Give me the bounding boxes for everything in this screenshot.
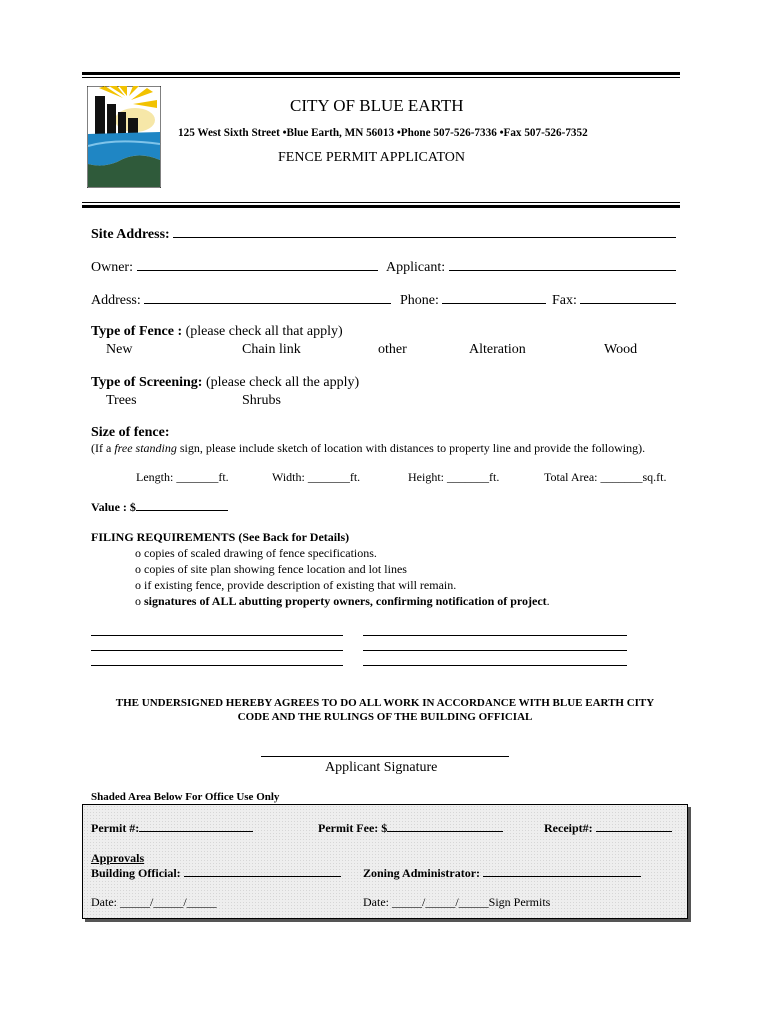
zoning-admin-row (363, 866, 641, 881)
top-rule-thick (82, 72, 680, 75)
contact-line: 125 West Sixth Street •Blue Earth, MN 56013 •Phone 507-526-7336 •Fax 507-526-7352 (178, 127, 588, 139)
applicant-field[interactable] (449, 259, 676, 271)
applicant-row (386, 259, 676, 276)
building-official-label: Building Official: (91, 866, 181, 880)
abutting-signature-line[interactable] (363, 650, 627, 651)
screening-note: (please check all the apply) (205, 375, 360, 390)
fence-option-wood[interactable]: Wood (604, 342, 638, 357)
permit-fee-row (318, 821, 503, 836)
city-logo-icon (87, 86, 161, 188)
height-field[interactable]: Height: _______ft. (408, 470, 500, 484)
value-row (91, 500, 228, 515)
applicant-signature-line[interactable] (261, 756, 509, 757)
size-note-prefix: (If a (91, 441, 115, 455)
fence-option-other[interactable]: other (378, 342, 407, 357)
owner-row (91, 259, 378, 276)
permit-number-field[interactable] (139, 821, 253, 832)
abutting-signature-line[interactable] (91, 635, 343, 636)
fax-field[interactable] (580, 292, 676, 304)
screening-option-trees[interactable]: Trees (106, 393, 137, 408)
phone-row (400, 292, 546, 309)
building-official-field[interactable] (184, 866, 341, 877)
filing-item-1: o copies of scaled drawing of fence specifications. (135, 546, 377, 560)
size-heading: Size of fence: (91, 425, 170, 440)
mid-rule-thick (82, 205, 680, 208)
address-field[interactable] (144, 292, 391, 304)
filing-item-4-text: signatures of ALL abutting property owners, confirming notification of project (144, 594, 547, 608)
abutting-signature-line[interactable] (91, 665, 343, 666)
value-label: Value : $ (91, 500, 136, 514)
fence-option-alteration[interactable]: Alteration (469, 342, 526, 357)
applicant-signature-label: Applicant Signature (325, 760, 438, 775)
applicant-label: Applicant: (386, 260, 446, 275)
form-title: FENCE PERMIT APPLICATON (278, 150, 465, 165)
screening-option-shrubs[interactable]: Shrubs (242, 393, 281, 408)
agreement-line-1: THE UNDERSIGNED HEREBY AGREES TO DO ALL WORK IN ACCORDANCE WITH BLUE EARTH CITY (115, 697, 655, 709)
screening-label: Type of Screening: (91, 375, 203, 390)
value-field[interactable] (136, 500, 228, 511)
filing-item-4-marker: o (135, 594, 141, 608)
site-address-label: Site Address: (91, 227, 170, 242)
zoning-admin-field[interactable] (483, 866, 641, 877)
building-official-row (91, 866, 341, 881)
permit-number-label: Permit #: (91, 821, 140, 835)
office-use-caption: Shaded Area Below For Office Use Only (91, 791, 280, 803)
owner-label: Owner: (91, 260, 133, 275)
filing-item-4 (135, 594, 550, 609)
address-label: Address: (91, 293, 141, 308)
filing-item-3: o if existing fence, provide description of existing that will remain. (135, 578, 457, 592)
fax-label: Fax: (552, 293, 577, 308)
phone-label: Phone: (400, 293, 439, 308)
fence-type-note: (please check all that apply) (185, 324, 343, 339)
fence-option-chain-link[interactable]: Chain link (242, 342, 301, 357)
date-right-field[interactable]: Date: _____/_____/_____Sign Permits (363, 895, 551, 909)
approvals-heading: Approvals (91, 851, 145, 865)
filing-heading: FILING REQUIREMENTS (See Back for Details) (91, 530, 350, 544)
screening-heading (91, 375, 359, 391)
top-rule-thin (82, 77, 680, 78)
filing-item-2: o copies of site plan showing fence location and lot lines (135, 562, 407, 576)
permit-fee-label: Permit Fee: $ (318, 821, 388, 835)
phone-field[interactable] (442, 292, 546, 304)
receipt-field[interactable] (596, 821, 672, 832)
receipt-row (544, 821, 672, 836)
abutting-signature-line[interactable] (91, 650, 343, 651)
permit-fee-field[interactable] (387, 821, 503, 832)
fax-row (552, 292, 676, 309)
mid-rule-thin (82, 202, 680, 203)
date-left-field[interactable]: Date: _____/_____/_____ (91, 895, 217, 909)
agreement-line-2: CODE AND THE RULINGS OF THE BUILDING OFFICIAL (237, 711, 533, 723)
site-address-field[interactable] (173, 226, 676, 238)
owner-field[interactable] (137, 259, 378, 271)
width-field[interactable]: Width: _______ft. (272, 470, 361, 484)
site-address-row (91, 226, 676, 243)
size-note-italic: free standing (114, 441, 177, 455)
fence-option-new[interactable]: New (106, 342, 133, 357)
length-field[interactable]: Length: _______ft. (136, 470, 229, 484)
fence-type-label: Type of Fence : (91, 324, 183, 339)
address-row (91, 292, 391, 309)
total-area-field[interactable]: Total Area: _______sq.ft. (544, 470, 667, 484)
size-note-suffix: sign, please include sketch of location with distances to property line and provide the following). (176, 441, 646, 455)
fence-type-heading (91, 324, 343, 340)
abutting-signature-line[interactable] (363, 665, 627, 666)
permit-number-row (91, 821, 253, 836)
office-use-box (82, 804, 688, 919)
city-name: CITY OF BLUE EARTH (290, 96, 464, 115)
zoning-admin-label: Zoning Administrator: (363, 866, 481, 880)
filing-item-4-end: . (546, 594, 550, 608)
size-note (91, 441, 645, 456)
receipt-label: Receipt#: (544, 821, 593, 835)
abutting-signature-line[interactable] (363, 635, 627, 636)
